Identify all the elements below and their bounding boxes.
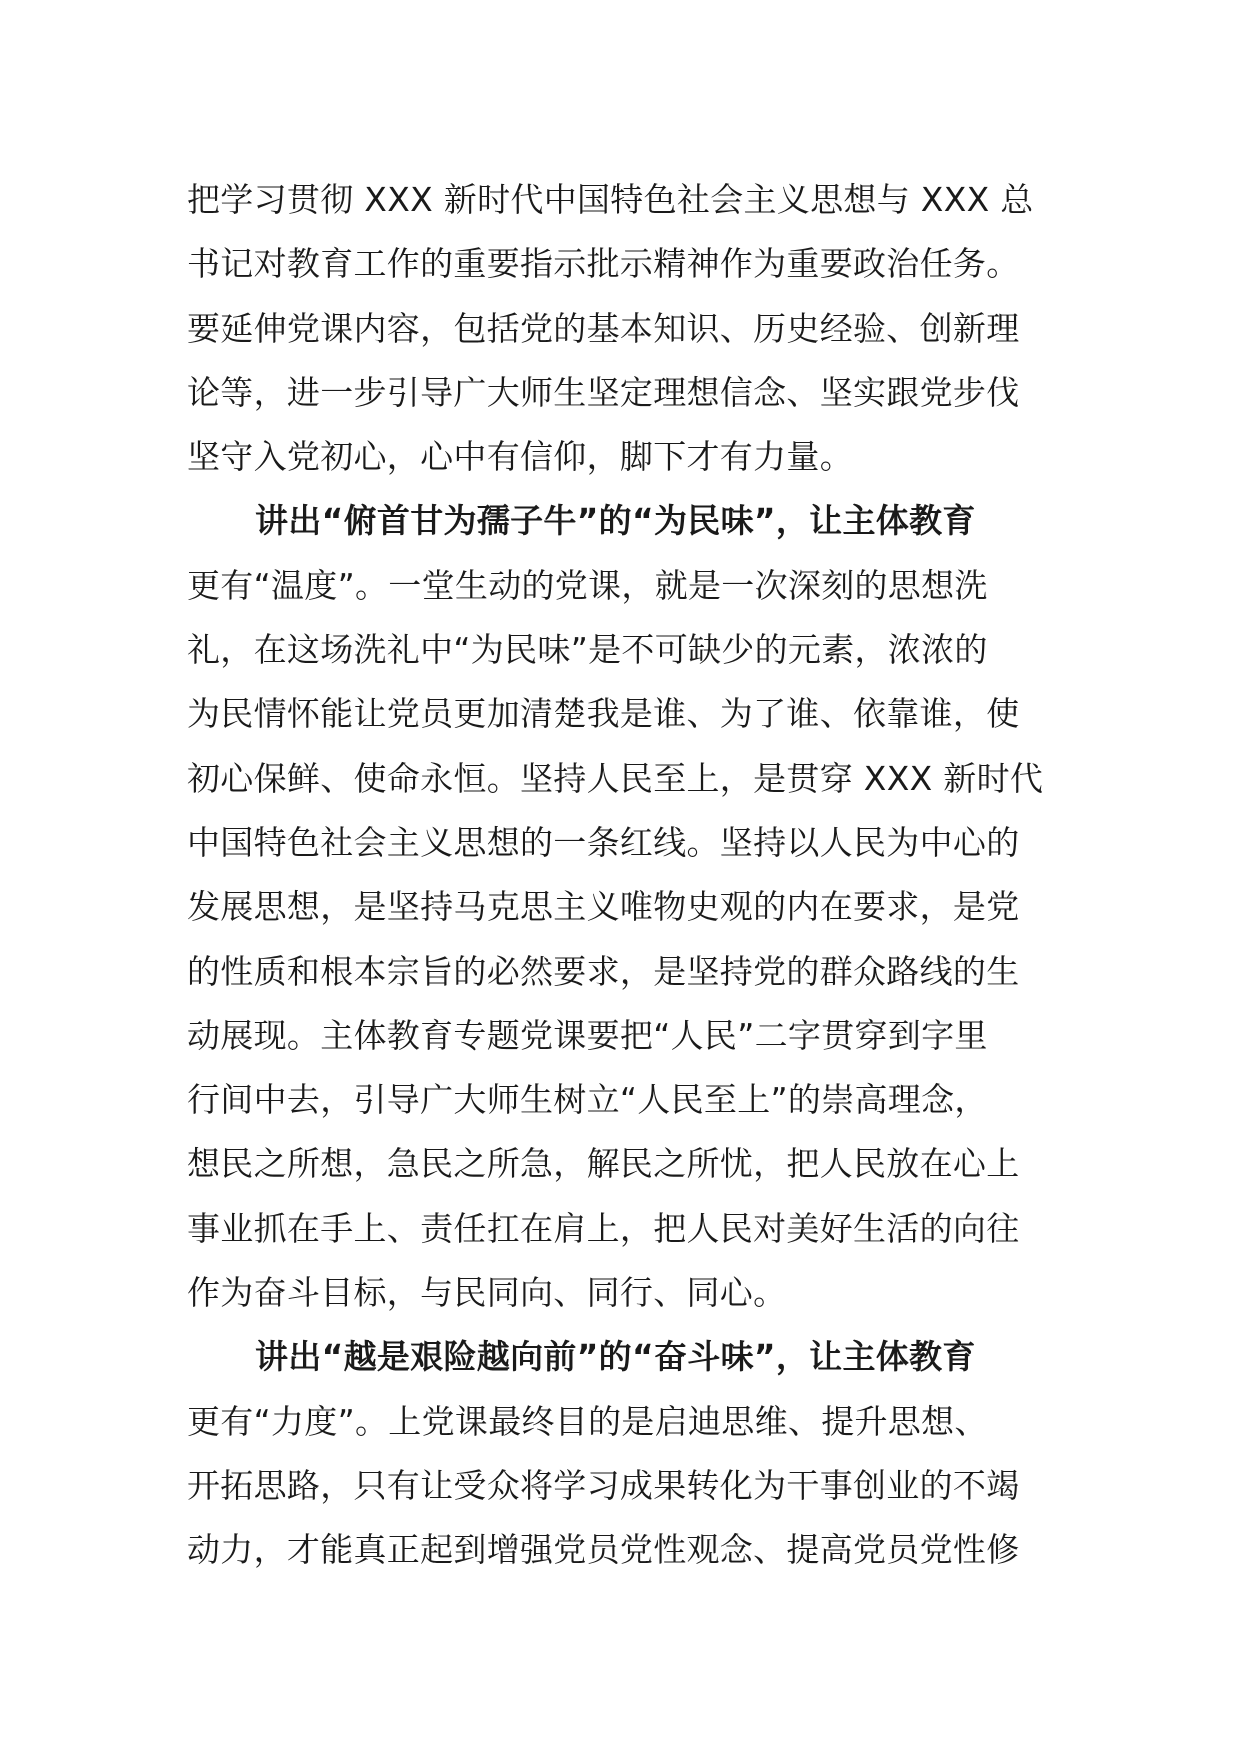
text-line: 中国特色社会主义思想的一条红线。坚持以人民为中心的 — [187, 822, 1020, 862]
text-line: 坚守入党初心，心中有信仰，脚下才有力量。 — [187, 437, 853, 477]
text-line: 要延伸党课内容，包括党的基本知识、历史经验、创新理 — [187, 308, 1020, 348]
text-line: 更有“温度”。一堂生动的党课，就是一次深刻的思想洗 — [187, 565, 988, 605]
text-line: 开拓思路，只有让受众将学习成果转化为干事创业的不竭 — [187, 1465, 1020, 1505]
text-line: 把学习贯彻 XXX 新时代中国特色社会主义思想与 XXX 总 — [187, 180, 1034, 219]
text-line: 事业抓在手上、责任扛在肩上，把人民对美好生活的向往 — [187, 1208, 1020, 1248]
text-line: 为民情怀能让党员更加清楚我是谁、为了谁、依靠谁，使 — [187, 694, 1020, 734]
text-line: 的性质和根本宗旨的必然要求，是坚持党的群众路线的生 — [187, 951, 1020, 991]
text-line: 更有“力度”。上党课最终目的是启迪思维、提升思想、 — [187, 1401, 988, 1441]
text-line: 发展思想，是坚持马克思主义唯物史观的内在要求，是党 — [187, 887, 1020, 927]
text-line: 礼，在这场洗礼中“为民味”是不可缺少的元素，浓浓的 — [187, 630, 988, 670]
text-line: 书记对教育工作的重要指示批示精神作为重要政治任务。 — [187, 244, 1020, 284]
text-line: 想民之所想，急民之所急，解民之所忧，把人民放在心上 — [187, 1144, 1020, 1184]
text-line: 行间中去，引导广大师生树立“人民至上”的崇高理念， — [187, 1080, 988, 1120]
section-heading-line: 讲出“越是艰险越向前”的“奋斗味”，让主体教育 — [255, 1337, 976, 1377]
text-line: 论等，进一步引导广大师生坚定理想信念、坚实跟党步伐 — [187, 372, 1020, 412]
text-line: 动展现。主体教育专题党课要把“人民”二字贯穿到字里 — [187, 1015, 988, 1055]
document-body — [187, 168, 1057, 1583]
text-line: 初心保鲜、使命永恒。坚持人民至上，是贯穿 XXX 新时代 — [187, 758, 1044, 798]
text-line: 动力，才能真正起到增强党员党性观念、提高党员党性修 — [187, 1530, 1020, 1570]
section-heading-line: 讲出“俯首甘为孺子牛”的“为民味”，让主体教育 — [255, 501, 976, 541]
text-line: 作为奋斗目标，与民同向、同行、同心。 — [187, 1273, 787, 1313]
